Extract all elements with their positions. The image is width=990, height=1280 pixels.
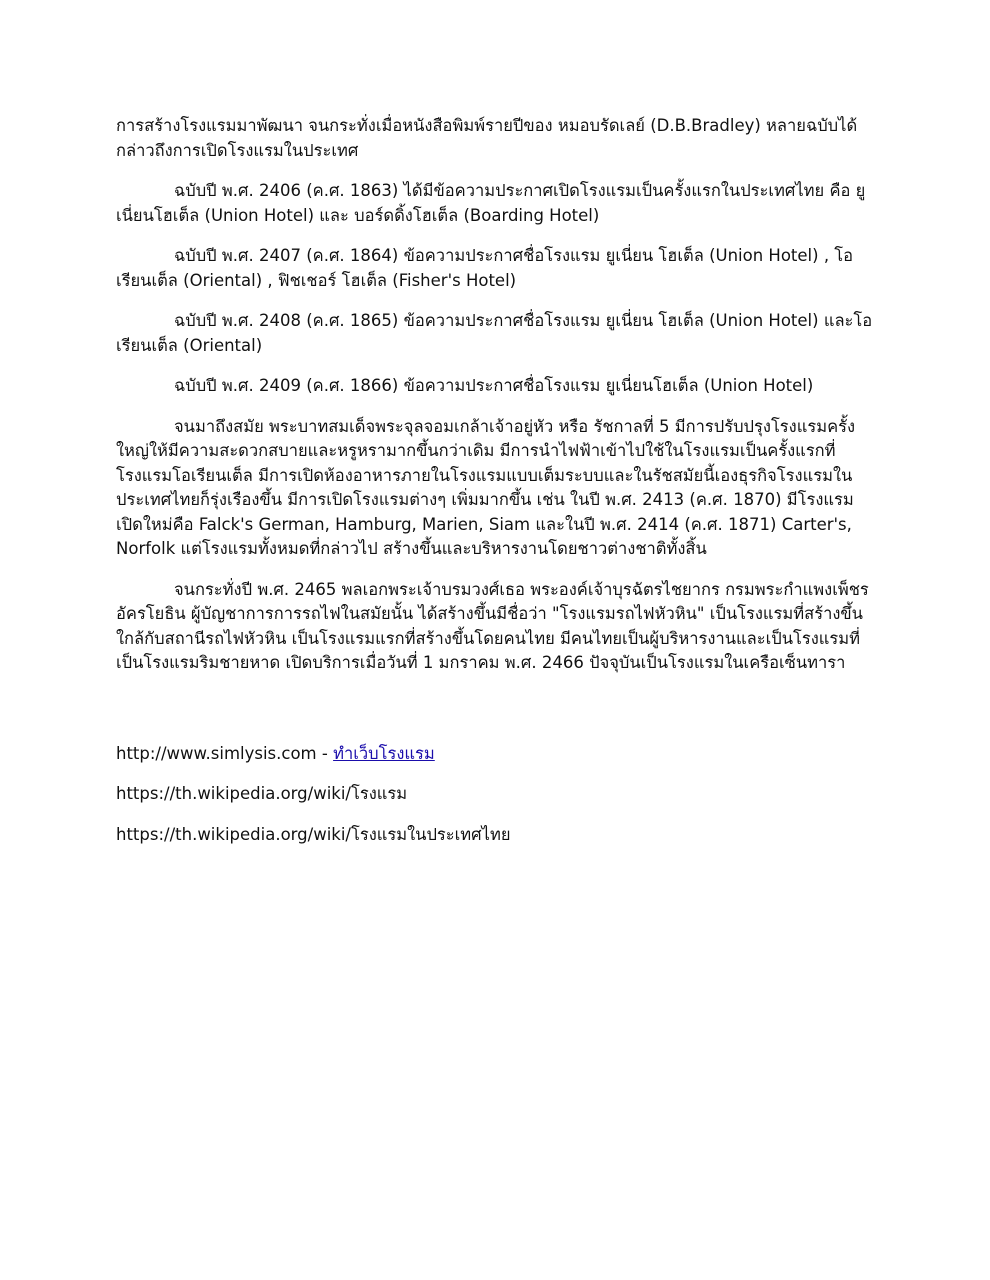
reference-1-link[interactable]: ทำเว็บโรงแรม <box>333 743 435 763</box>
reference-1-separator: - <box>316 743 334 763</box>
paragraph-1866: ฉบับปี พ.ศ. 2409 (ค.ศ. 1866) ข้อความประกาศชื่อโรงแรม ยูเนี่ยนโฮเต็ล (Union Hotel) <box>174 376 814 395</box>
section-spacer <box>116 692 876 742</box>
paragraph-huahin: จนกระทั่งปี พ.ศ. 2465 พลเอกพระเจ้าบรมวงศ์เธอ พระองค์เจ้าบุรฉัตรไชยากร กรมพระกำแพงเพ็ชรอัครโยธิน ผู้บัญชาการการรถไฟในสมัยนั้น ได้สร้างขึ้นมีชื่อว่า "โรงแรมรถไฟหัวหิน" เป็นโรงแรมที่สร้างขึ้นใกล้กับสถานีรถไฟหัวหิน เป็นโรงแรมแรกที่สร้างขึ้นโดยคนไทย มีคนไทยเป็นผู้บริหารงานและเป็นโรงแรมที่เป็นโรงแรมริมชายหาด เปิดบริการเมื่อวันที่ 1 มกราคม พ.ศ. 2466 ปัจจุบันเป็นโรงแรมในเครือเซ็นทารา <box>116 579 869 672</box>
reference-3: https://th.wikipedia.org/wiki/โรงแรมในประเทศไทย <box>116 824 511 844</box>
paragraph-1863: ฉบับปี พ.ศ. 2406 (ค.ศ. 1863) ได้มีข้อความประกาศเปิดโรงแรมเป็นครั้งแรกในประเทศไทย คือ ยูเนี่ยนโฮเต็ล (Union Hotel) และ บอร์ดดิ้งโฮเต็ล (Boarding Hotel) <box>116 181 866 225</box>
paragraph-1865: ฉบับปี พ.ศ. 2408 (ค.ศ. 1865) ข้อความประกาศชื่อโรงแรม ยูเนี่ยน โฮเต็ล (Union Hotel) และโอเรียนเต็ล (Oriental) <box>116 311 873 355</box>
reference-1-url: http://www.simlysis.com <box>116 743 317 763</box>
reference-2: https://th.wikipedia.org/wiki/โรงแรม <box>116 784 408 803</box>
paragraph-intro: การสร้างโรงแรมมาพัฒนา จนกระทั่งเมื่อหนังสือพิมพ์รายปีของ หมอบรัดเลย์ (D.B.Bradley) หลายฉบับได้กล่าวถึงการเปิดโรงแรมในประเทศ <box>116 116 858 160</box>
reference-1 <box>116 742 876 767</box>
paragraph-1864: ฉบับปี พ.ศ. 2407 (ค.ศ. 1864) ข้อความประกาศชื่อโรงแรม ยูเนี่ยน โฮเต็ล (Union Hotel) , โอเรียนเต็ล (Oriental) , ฟิชเชอร์ โฮเต็ล (Fisher's Hotel) <box>116 246 854 290</box>
paragraph-rama5: จนมาถึงสมัย พระบาทสมเด็จพระจุลจอมเกล้าเจ้าอยู่หัว หรือ รัชกาลที่ 5 มีการปรับปรุงโรงแรมครั้งใหญ่ให้มีความสะดวกสบายและหรูหรามากขึ้นกว่าเดิม มีการนำไฟฟ้าเข้าไปใช้ในโรงแรมเป็นครั้งแรกที่โรงแรมโอเรียนเต็ล มีการเปิดห้องอาหารภายในโรงแรมแบบเต็มระบบและในรัชสมัยนี้เองธุรกิจโรงแรมในประเทศไทยก็รุ่งเรืองขึ้น มีการเปิดโรงแรมต่างๆ เพิ่มมากขึ้น เช่น ในปี พ.ศ. 2413 (ค.ศ. 1870) มีโรงแรมเปิดใหม่คือ Falck's German, Hamburg, Marien, Siam และในปี พ.ศ. 2414 (ค.ศ. 1871) Carter's, Norfolk แต่โรงแรมทั้งหมดที่กล่าวไป สร้างขึ้นและบริหารงานโดยชาวต่างชาติทั้งสิ้น <box>116 416 856 558</box>
document-page <box>116 114 876 863</box>
